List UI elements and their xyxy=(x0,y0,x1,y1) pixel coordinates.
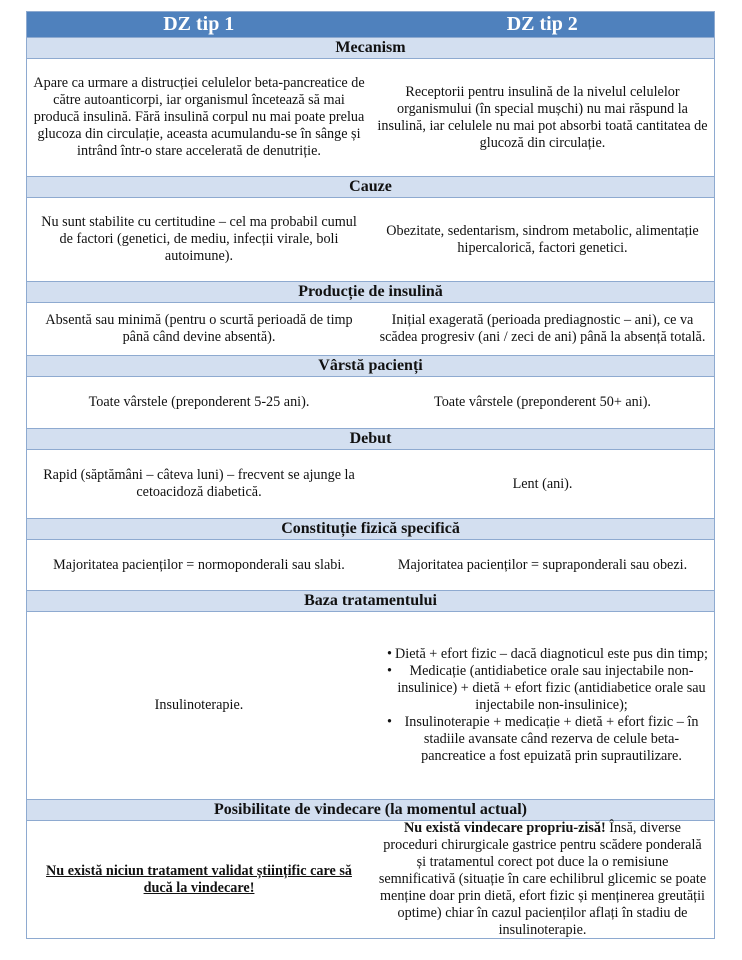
cell-tip2 xyxy=(371,646,714,765)
table-row-constitutie xyxy=(27,540,714,590)
header-dz-tip-1: DZ tip 1 xyxy=(163,13,235,35)
table-row-varsta-pacienti xyxy=(27,377,714,428)
cell-tip2: Inițial exagerată (perioada prediagnostic – ani), ce va scădea progresiv (ani / zeci de ani) până la absență totală. xyxy=(379,312,706,345)
header-dz-tip-2: DZ tip 2 xyxy=(506,13,578,35)
list-item: • Dietă + efort fizic – dacă diagnoticul este pus din timp; xyxy=(377,646,708,663)
table-row-mecanism xyxy=(27,59,714,176)
section-title-productie-insulina: Producție de insulină xyxy=(27,281,714,303)
table-row-posibilitate-vindecare xyxy=(27,821,714,938)
list-item: • Insulinoterapie + medicație + dietă + efort fizic – în stadiile avansate când rezerva de celule beta-pancreatice a fost epuizată prin suprautilizare. xyxy=(377,714,708,765)
cell-tip2: Lent (ani). xyxy=(512,475,573,492)
cell-tip1: Insulinoterapie. xyxy=(154,697,244,713)
cell-tip1: Rapid (săptămâni – câteva luni) – frecvent se ajunge la cetoacidoză diabetică. xyxy=(43,467,355,500)
cell-tip1 xyxy=(27,863,371,897)
section-title-debut: Debut xyxy=(27,428,714,450)
table-row-debut xyxy=(27,450,714,518)
cell-tip2: Obezitate, sedentarism, sindrom metabolic, alimentație hipercalorică, factori genetici. xyxy=(386,222,699,256)
cell-tip2: Toate vârstele (preponderent 50+ ani). xyxy=(434,394,651,410)
cell-tip1: Toate vârstele (preponderent 5-25 ani). xyxy=(88,394,310,410)
table-row-cauze xyxy=(27,198,714,281)
no-cure-statement: Nu există niciun tratament validat științific care să ducă la vindecare! xyxy=(46,862,352,896)
remission-text: Însă, diverse proceduri chirurgicale gastrice pentru scădere ponderală și tratamentul corect pot duce la o remisiune semnificativă (situație în care echilibrul glicemic se poate menține doar prin dietă, efort fizic și menținerea greutății optime) chiar în cazul pacienților aflați în stadiu de insulinoterapie. xyxy=(378,820,707,938)
comparison-table xyxy=(26,11,715,939)
cell-tip1: Absentă sau minimă (pentru o scurtă perioadă de timp până când devine absentă). xyxy=(45,312,353,345)
section-title-posibilitate-vindecare: Posibilitate de vindecare (la momentul actual) xyxy=(27,799,714,821)
section-title-varsta-pacienti: Vârstă pacienți xyxy=(27,355,714,377)
section-title-cauze: Cauze xyxy=(27,176,714,198)
cell-tip2 xyxy=(371,820,714,939)
treatment-list xyxy=(377,646,708,765)
table-header xyxy=(27,12,714,37)
table-row-baza-tratamentului xyxy=(27,612,714,799)
section-title-constitutie: Constituție fizică specifică xyxy=(27,518,714,540)
section-title-mecanism: Mecanism xyxy=(27,37,714,59)
list-item: • Medicație (antidiabetice orale sau injectabile non-insulinice) + dietă + efort fizic (antidiabetice orale sau injectabile non-insulinice); xyxy=(377,663,708,714)
cell-tip2: Receptorii pentru insulină de la nivelul celulelor organismului (în special mușchi) nu mai răspund la insulină, iar celulele nu mai pot absorbi toată cantitatea de glucoză din circulație. xyxy=(377,83,708,151)
cell-tip2: Majoritatea pacienților = supraponderali sau obezi. xyxy=(397,556,688,573)
cell-tip1: Nu sunt stabilite cu certitudine – cel ma probabil cumul de factori (genetici, de mediu, infecții virale, boli autoimune). xyxy=(41,214,357,264)
cell-tip1: Apare ca urmare a distrucției celulelor beta-pancreatice de către autoanticorpi, iar organismul încetează să mai producă insulină. Fără insulină corpul nu mai poate prelua glucoza din circulație, aceasta acumulandu-se în sânge și intrând într-o stare accelerată de denutriție. xyxy=(33,75,365,159)
section-title-baza-tratamentului: Baza tratamentului xyxy=(27,590,714,612)
no-cure-bold: Nu există vindecare propriu-zisă! xyxy=(404,820,606,836)
cell-tip1: Majoritatea pacienților = normoponderali sau slabi. xyxy=(53,556,345,573)
table-row-productie-insulina xyxy=(27,303,714,355)
